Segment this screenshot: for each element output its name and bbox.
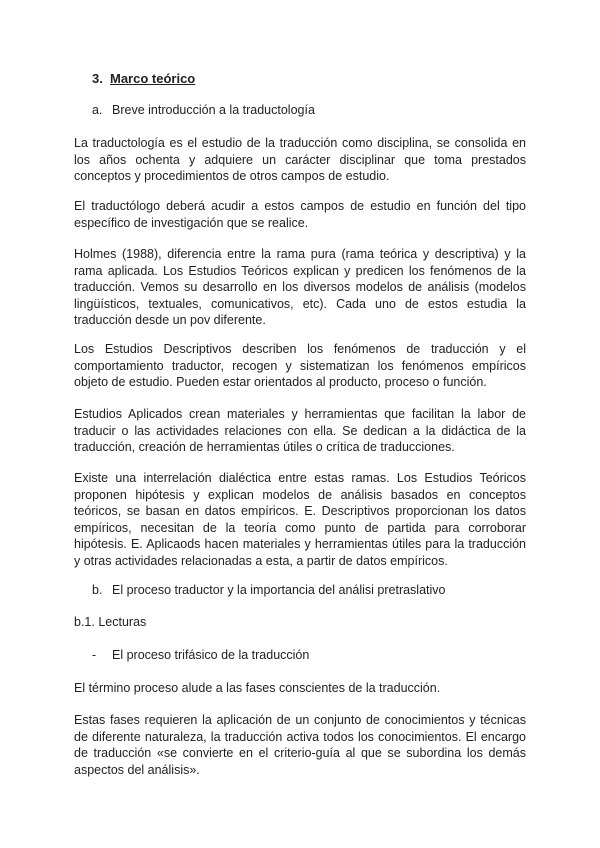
subheading-b	[92, 583, 446, 597]
paragraph-interrelacion: Existe una interrelación dialéctica entre estas ramas. Los Estudios Teóricos proponen hipótesis y explican modelos de análisis basados en conceptos teóricos, se basan en datos empíricos. E. Descriptivos proporcionan los datos empíricos, necesitan de la teoría como punto de partida para corroborar hipótesis. E. Aplicaods hacen materiales y herramientas útiles para la traducción y otras actividades relacionadas a esta, a partir de datos empíricos.	[74, 471, 526, 568]
subheading-a	[92, 103, 315, 117]
paragraph-traductologia: La traductología es el estudio de la traducción como disciplina, se consolida en los años ochenta y adquiere un carácter disciplinar que toma prestados conceptos y procedimientos de otros campos de estudio.	[74, 136, 526, 183]
section-number: 3.	[92, 71, 103, 86]
paragraph-fases: Estas fases requieren la aplicación de un conjunto de conocimientos y técnicas de diferente naturaleza, la traducción activa todos los conocimientos. El encargo de traducción «se convierte en el criterio-guía al que se subordina los demás aspectos del análisis».	[74, 713, 526, 777]
bullet-item	[92, 648, 309, 662]
bullet-dash: -	[92, 648, 97, 662]
paragraph-traductologo: El traductólogo deberá acudir a estos campos de estudio en función del tipo específico de investigación que se realice.	[74, 199, 526, 230]
subheading-b-title: El proceso traductor y la importancia del análisi pretraslativo	[112, 583, 446, 597]
subheading-b1: b.1. Lecturas	[74, 615, 147, 629]
subheading-b-marker: b.	[92, 583, 103, 597]
paragraph-termino-proceso: El término proceso alude a las fases conscientes de la traducción.	[74, 681, 441, 695]
paragraph-estudios-aplicados: Estudios Aplicados crean materiales y herramientas que facilitan la labor de traducir o las actividades relaciones con ella. Se dedican a la didáctica de la traducción, creación de herramientas útiles o crítica de traducciones.	[74, 407, 526, 454]
subheading-a-marker: a.	[92, 103, 103, 117]
paragraph-estudios-descriptivos: Los Estudios Descriptivos describen los fenómenos de traducción y el comportamiento traductor, recogen y sistematizan los fenómenos empíricos objeto de estudio. Pueden estar orientados al producto, proceso o función.	[74, 342, 526, 389]
subheading-a-title: Breve introducción a la traductología	[112, 103, 315, 117]
section-title: Marco teórico	[110, 71, 196, 86]
bullet-item-text: El proceso trifásico de la traducción	[112, 648, 310, 662]
section-heading	[92, 71, 195, 86]
paragraph-holmes: Holmes (1988), diferencia entre la rama pura (rama teórica y descriptiva) y la rama aplicada. Los Estudios Teóricos explican y predicen los fenómenos de la traducción. Vemos su desarrollo en los diversos modelos de análisis (modelos lingüísticos, textuales, comunicativos, etc). Cada uno de estos estudia la traducción desde un pov diferente.	[74, 247, 526, 327]
